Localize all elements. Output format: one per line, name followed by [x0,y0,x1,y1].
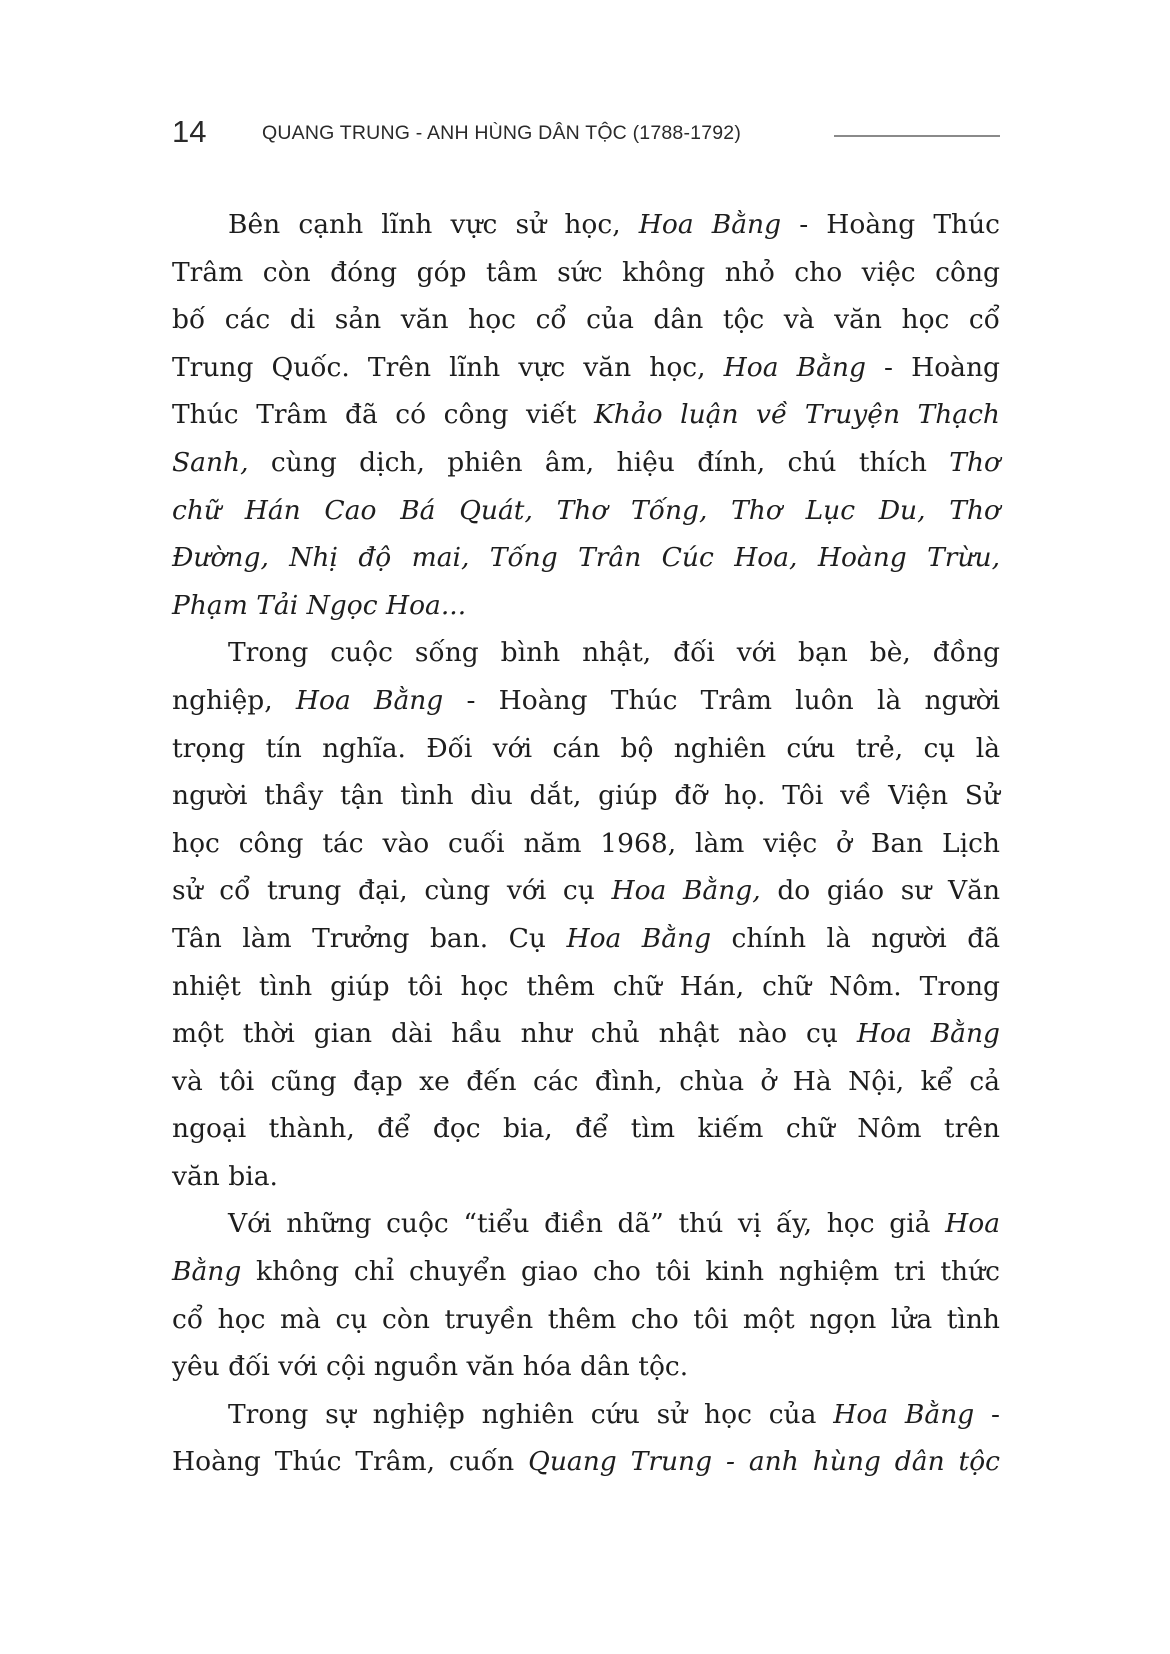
page-header [172,108,1000,156]
text-run: cổ học mà cụ còn truyền thêm cho tôi một ngọn lửa tình [172,1303,1000,1335]
text-run: Trong sự nghiệp nghiên cứu sử học của [228,1398,834,1430]
italic-text: Thơ [949,446,1000,478]
text-run: ngoại thành, để đọc bia, để tìm kiếm chữ Nôm trên [172,1113,1000,1145]
italic-text: chữ Hán Cao Bá Quát, Thơ Tống, Thơ Lục Du, Thơ [172,494,1000,526]
text-line [172,867,1000,915]
text-line [172,249,1000,297]
paragraph [172,201,1000,629]
text-run: cùng dịch, phiên âm, hiệu đính, chú thích [248,446,950,478]
text-run: Hoàng Thúc Trâm, cuốn [172,1446,529,1478]
page-number: 14 [172,114,207,149]
text-run: yêu đối với cội nguồn văn hóa dân tộc. [172,1351,689,1383]
italic-text: Hoa Bằng [566,922,712,954]
italic-text: Quang Trung - anh hùng dân tộc [528,1446,1001,1478]
italic-text: Hoa Bằng [295,684,444,716]
text-run: và tôi cũng đạp xe đến các đình, chùa ở Hà Nội, kể cả [172,1065,1000,1097]
text-run: Tân làm Trưởng ban. Cụ [172,922,567,954]
text-run: Thúc Trâm đã có công viết [172,399,594,431]
text-run: sử cổ trung đại, cùng với cụ [172,875,612,907]
text-run: văn bia. [172,1160,278,1192]
text-line [172,487,1000,535]
text-line [172,629,1000,677]
text-run: học công tác vào cuối năm 1968, làm việc ở Ban Lịch [172,827,1000,859]
italic-text: Hoa Bằng [723,351,866,383]
text-line [172,1343,1000,1391]
text-run: chính là người đã [711,922,1001,954]
text-run: - Hoàng Thúc Trâm luôn là người [443,684,1000,716]
text-line [172,915,1000,963]
italic-text: Hoa [945,1208,1000,1240]
text-line [172,1438,1000,1486]
text-run: - Hoàng [865,351,1001,383]
text-line [172,344,1000,392]
text-run: không chỉ chuyển giao cho tôi kinh nghiệm tri thức [241,1256,1000,1288]
paragraph [172,629,1000,1200]
text-run: - [974,1398,1000,1430]
text-line [172,201,1000,249]
text-run: do giáo sư Văn [760,875,1001,907]
text-run: bố các di sản văn học cổ của dân tộc và văn học cổ [172,304,1000,336]
text-run: Trong cuộc sống bình nhật, đối với bạn bè, đồng [228,637,1000,669]
running-title: QUANG TRUNG - ANH HÙNG DÂN TỘC (1788-1792) [262,122,742,144]
italic-text: Hoa Bằng [856,1018,1000,1050]
text-line [172,1296,1000,1344]
text-line [172,772,1000,820]
paragraph [172,1200,1000,1390]
text-line [172,439,1000,487]
text-run: một thời gian dài hầu như chủ nhật nào cụ [172,1018,857,1050]
body-text [172,201,1000,1486]
text-line [172,1200,1000,1248]
text-line [172,1058,1000,1106]
text-run: nhiệt tình giúp tôi học thêm chữ Hán, chữ Nôm. Trong [172,970,1000,1002]
text-line [172,820,1000,868]
text-line [172,582,1000,630]
text-run: Trâm còn đóng góp tâm sức không nhỏ cho việc công [172,256,1000,288]
paragraph [172,1391,1000,1486]
text-run: người thầy tận tình dìu dắt, giúp đỡ họ. Tôi về Viện Sử [172,780,1000,812]
italic-text: Bằng [172,1256,242,1288]
text-run: Với những cuộc “tiểu điền dã” thú vị ấy, học giả [228,1208,946,1240]
text-line [172,1010,1000,1058]
italic-text: Phạm Tải Ngọc Hoa... [172,589,467,621]
italic-text: Hoa Bằng [638,209,782,240]
header-rule [834,135,1000,137]
italic-text: Hoa Bằng, [611,875,761,907]
text-line [172,1105,1000,1153]
text-run: - Hoàng Thúc [781,209,1000,240]
italic-text: Hoa Bằng [833,1398,975,1430]
text-line [172,677,1000,725]
italic-text: Khảo luận về Truyện Thạch [593,399,1000,431]
text-line [172,1391,1000,1439]
text-line [172,1248,1000,1296]
text-run: nghiệp, [172,684,296,716]
text-line [172,296,1000,344]
text-line [172,725,1000,773]
text-run: trọng tín nghĩa. Đối với cán bộ nghiên cứu trẻ, cụ là [172,732,1000,764]
text-line [172,534,1000,582]
text-line [172,1153,1000,1201]
text-run: Bên cạnh lĩnh vực sử học, [228,209,639,240]
text-line [172,391,1000,439]
italic-text: Đường, Nhị độ mai, Tống Trân Cúc Hoa, Hoàng Trừu, [172,542,1000,574]
italic-text: Sanh, [172,446,249,478]
text-run: Trung Quốc. Trên lĩnh vực văn học, [172,351,724,383]
text-line [172,963,1000,1011]
